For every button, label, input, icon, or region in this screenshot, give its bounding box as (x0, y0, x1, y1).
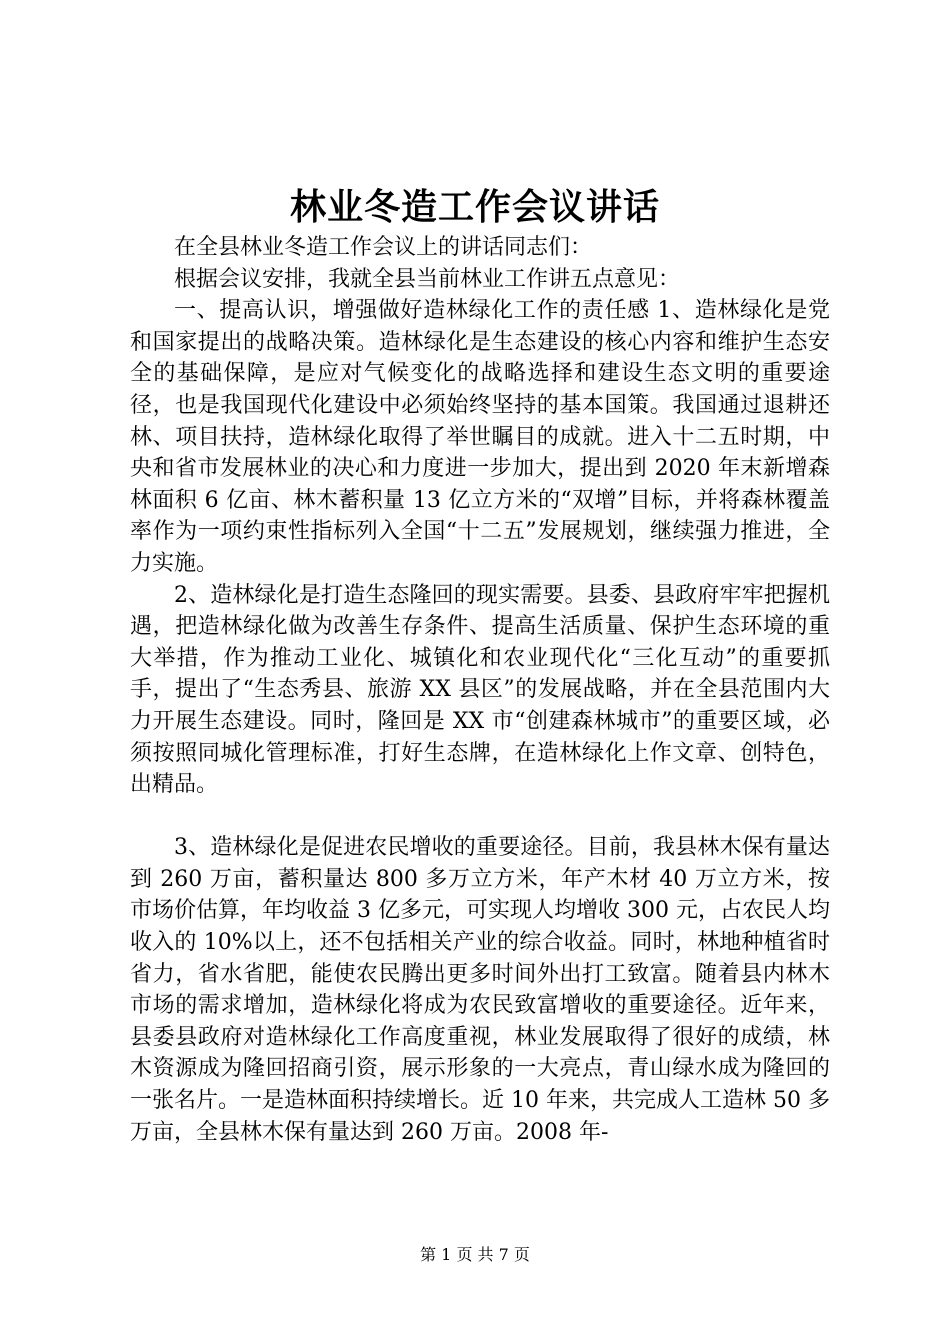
document-body (130, 232, 830, 1148)
paragraph-point-2: 2、造林绿化是打造生态隆回的现实需要。县委、县政府牢牢把握机遇，把造林绿化做为改善生存条件、提高生活质量、保护生态环境的重大举措，作为推动工业化、城镇化和农业现代化“三化互动”的重要抓手，提出了“生态秀县、旅游 XX 县区”的发展战略，并在全县范围内大力开展生态建设。同时，隆回是 XX 市“创建森林城市”的重要区域，必须按照同城化管理标准，打好生态牌，在造林绿化上作文章、创特色，出精品。 (130, 582, 830, 798)
paragraph-greeting: 在全县林业冬造工作会议上的讲话同志们： (174, 235, 593, 260)
page-number-footer: 第 1 页 共 7 页 (420, 1245, 530, 1264)
paragraph-section-1: 一、提高认识，增强做好造林绿化工作的责任感 1、造林绿化是党和国家提出的战略决策。造林绿化是生态建设的核心内容和维护生态安全的基础保障，是应对气候变化的战略选择和建设生态文明的重要途径，也是我国现代化建设中必须始终坚持的基本国策。我国通过退耕还林、项目扶持，造林绿化取得了举世瞩目的成就。进入十二五时期，中央和省市发展林业的决心和力度进一步加大，提出到 2020 年末新增森林面积 6 亿亩、林木蓄积量 13 亿立方米的“双增”目标，并将森林覆盖率作为一项约束性指标列入全国“十二五”发展规划，继续强力推进，全力实施。 (130, 298, 830, 576)
paragraph-point-3: 3、造林绿化是促进农民增收的重要途径。目前，我县林木保有量达到 260 万亩，蓄积量达 800 多万立方米，年产木材 40 万立方米，按市场价估算，年均收益 3 亿多元，可实现人均增收 300 元，占农民人均收入的 10%以上，还不包括相关产业的综合收益。同时，林地种植省时省力，省水省肥，能使农民腾出更多时间外出打工致富。随着县内林木市场的需求增加，造林绿化将成为农民致富增收的重要途径。近年来，县委县政府对造林绿化工作高度重视，林业发展取得了很好的成绩，林木资源成为隆回招商引资，展示形象的一大亮点，青山绿水成为隆回的一张名片。一是造林面积持续增长。近 10 年来，共完成人工造林 50 多万亩，全县林木保有量达到 260 万亩。2008 年- (130, 835, 830, 1145)
paragraph-intro: 根据会议安排，我就全县当前林业工作讲五点意见： (174, 266, 681, 292)
page-title: 林业冬造工作会议讲话 (289, 187, 660, 228)
